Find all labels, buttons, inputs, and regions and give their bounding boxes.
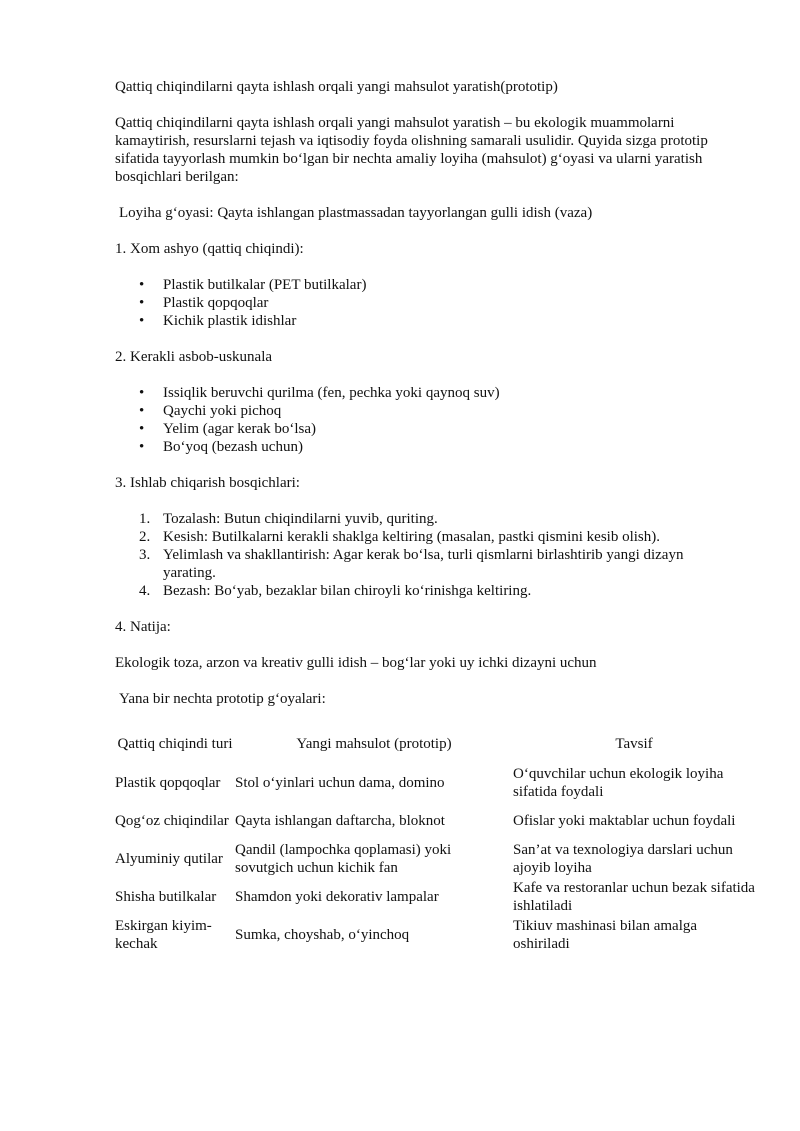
list-item: • Plastik qopqoqlar [115,294,735,312]
list-item [115,510,735,528]
step-number: 2. [139,529,151,545]
table-cell: Eskirgan kiyim-kechak [115,918,212,952]
list-item [115,582,735,600]
table-cell: San’at va texnologiya darslari uchun ajoyib loyiha [513,842,733,876]
document-title: Qattiq chiqindilarni qayta ishlash orqali yangi mahsulot yaratish(prototip) [115,79,558,95]
table-row [115,802,755,840]
tools-list [115,384,735,456]
table-cell: Qandil (lampochka qoplamasi) yoki sovutgich uchun kichik fan [235,842,452,876]
list-item: • Qaychi yoki pichoq [115,402,735,420]
list-item [115,546,735,582]
step-text: Bezash: Bo‘yab, bezaklar bilan chiroyli ko‘rinishga keltiring. [163,583,532,599]
table-cell: Ofislar yoki maktablar uchun foydali [513,813,736,829]
table-row [115,764,755,802]
list-item: • Bo‘yoq (bezash uchun) [115,438,735,456]
intro-paragraph: Qattiq chiqindilarni qayta ishlash orqali yangi mahsulot yaratish – bu ekologik muammolarni kamaytirish, resurslarni tejash va iqtisodiy foyda olishning samarali usulidir. Quyida sizga prototip sifatida tayyorlash mumkin bo‘lgan bir nechta amaliy loyiha (mahsulot) g‘oyasi va ularni yaratish bosqichlari berilgan: [115,115,708,185]
section2-heading: 2. Kerakli asbob-uskunala [115,349,273,365]
column-header: Yangi mahsulot (prototip) [296,736,452,752]
list-item [115,528,735,546]
project-idea: Loyiha g‘oyasi: Qayta ishlangan plastmassadan tayyorlangan gulli idish (vaza) [119,205,593,221]
table-cell: Qayta ishlangan daftarcha, bloknot [235,813,445,829]
step-text: Tozalash: Butun chiqindilarni yuvib, quriting. [163,511,438,527]
column-header: Qattiq chiqindi turi [117,736,233,752]
table-cell: Qog‘oz chiqindilar [115,813,229,829]
production-steps-list [115,510,735,600]
prototype-ideas-table [115,724,755,954]
list-item: • Issiqlik beruvchi qurilma (fen, pechka yoki qaynoq suv) [115,384,735,402]
list-item: • Yelim (agar kerak bo‘lsa) [115,420,735,438]
list-item: • Plastik butilkalar (PET butilkalar) [115,276,735,294]
step-number: 3. [139,547,151,563]
table-header-row [115,724,755,764]
table-row [115,916,755,954]
table-cell: Tikiuv mashinasi bilan amalga oshiriladi [513,918,698,952]
step-number: 4. [139,583,151,599]
table-cell: Stol o‘yinlari uchun dama, domino [235,775,445,791]
table-cell: O‘quvchilar uchun ekologik loyiha sifatida foydali [513,766,724,800]
table-cell: Plastik qopqoqlar [115,775,221,791]
table-row [115,878,755,916]
table-cell: Shamdon yoki dekorativ lampalar [235,889,439,905]
more-ideas-heading: Yana bir nechta prototip g‘oyalari: [119,691,326,707]
section3-heading: 3. Ishlab chiqarish bosqichlari: [115,475,300,491]
column-header: Tavsif [615,736,653,752]
section4-heading: 4. Natija: [115,619,171,635]
step-text: Kesish: Butilkalarni kerakli shaklga keltiring (masalan, pastki qismini kesib olish). [163,529,660,545]
table-cell: Alyuminiy qutilar [115,851,223,867]
table-cell: Kafe va restoranlar uchun bezak sifatida ishlatiladi [513,880,755,914]
table-cell: Sumka, choyshab, o‘yinchoq [235,927,410,943]
list-item: • Kichik plastik idishlar [115,312,735,330]
raw-materials-list [115,276,735,330]
table-row [115,840,755,878]
step-text: Yelimlash va shakllantirish: Agar kerak bo‘lsa, turli qismlarni birlashtirib yangi dizayn yarating. [163,547,684,581]
table-cell: Shisha butilkalar [115,889,217,905]
document-page [115,78,755,954]
step-number: 1. [139,511,151,527]
result-text: Ekologik toza, arzon va kreativ gulli idish – bog‘lar yoki uy ichki dizayni uchun [115,655,597,671]
section1-heading: 1. Xom ashyo (qattiq chiqindi): [115,241,304,257]
